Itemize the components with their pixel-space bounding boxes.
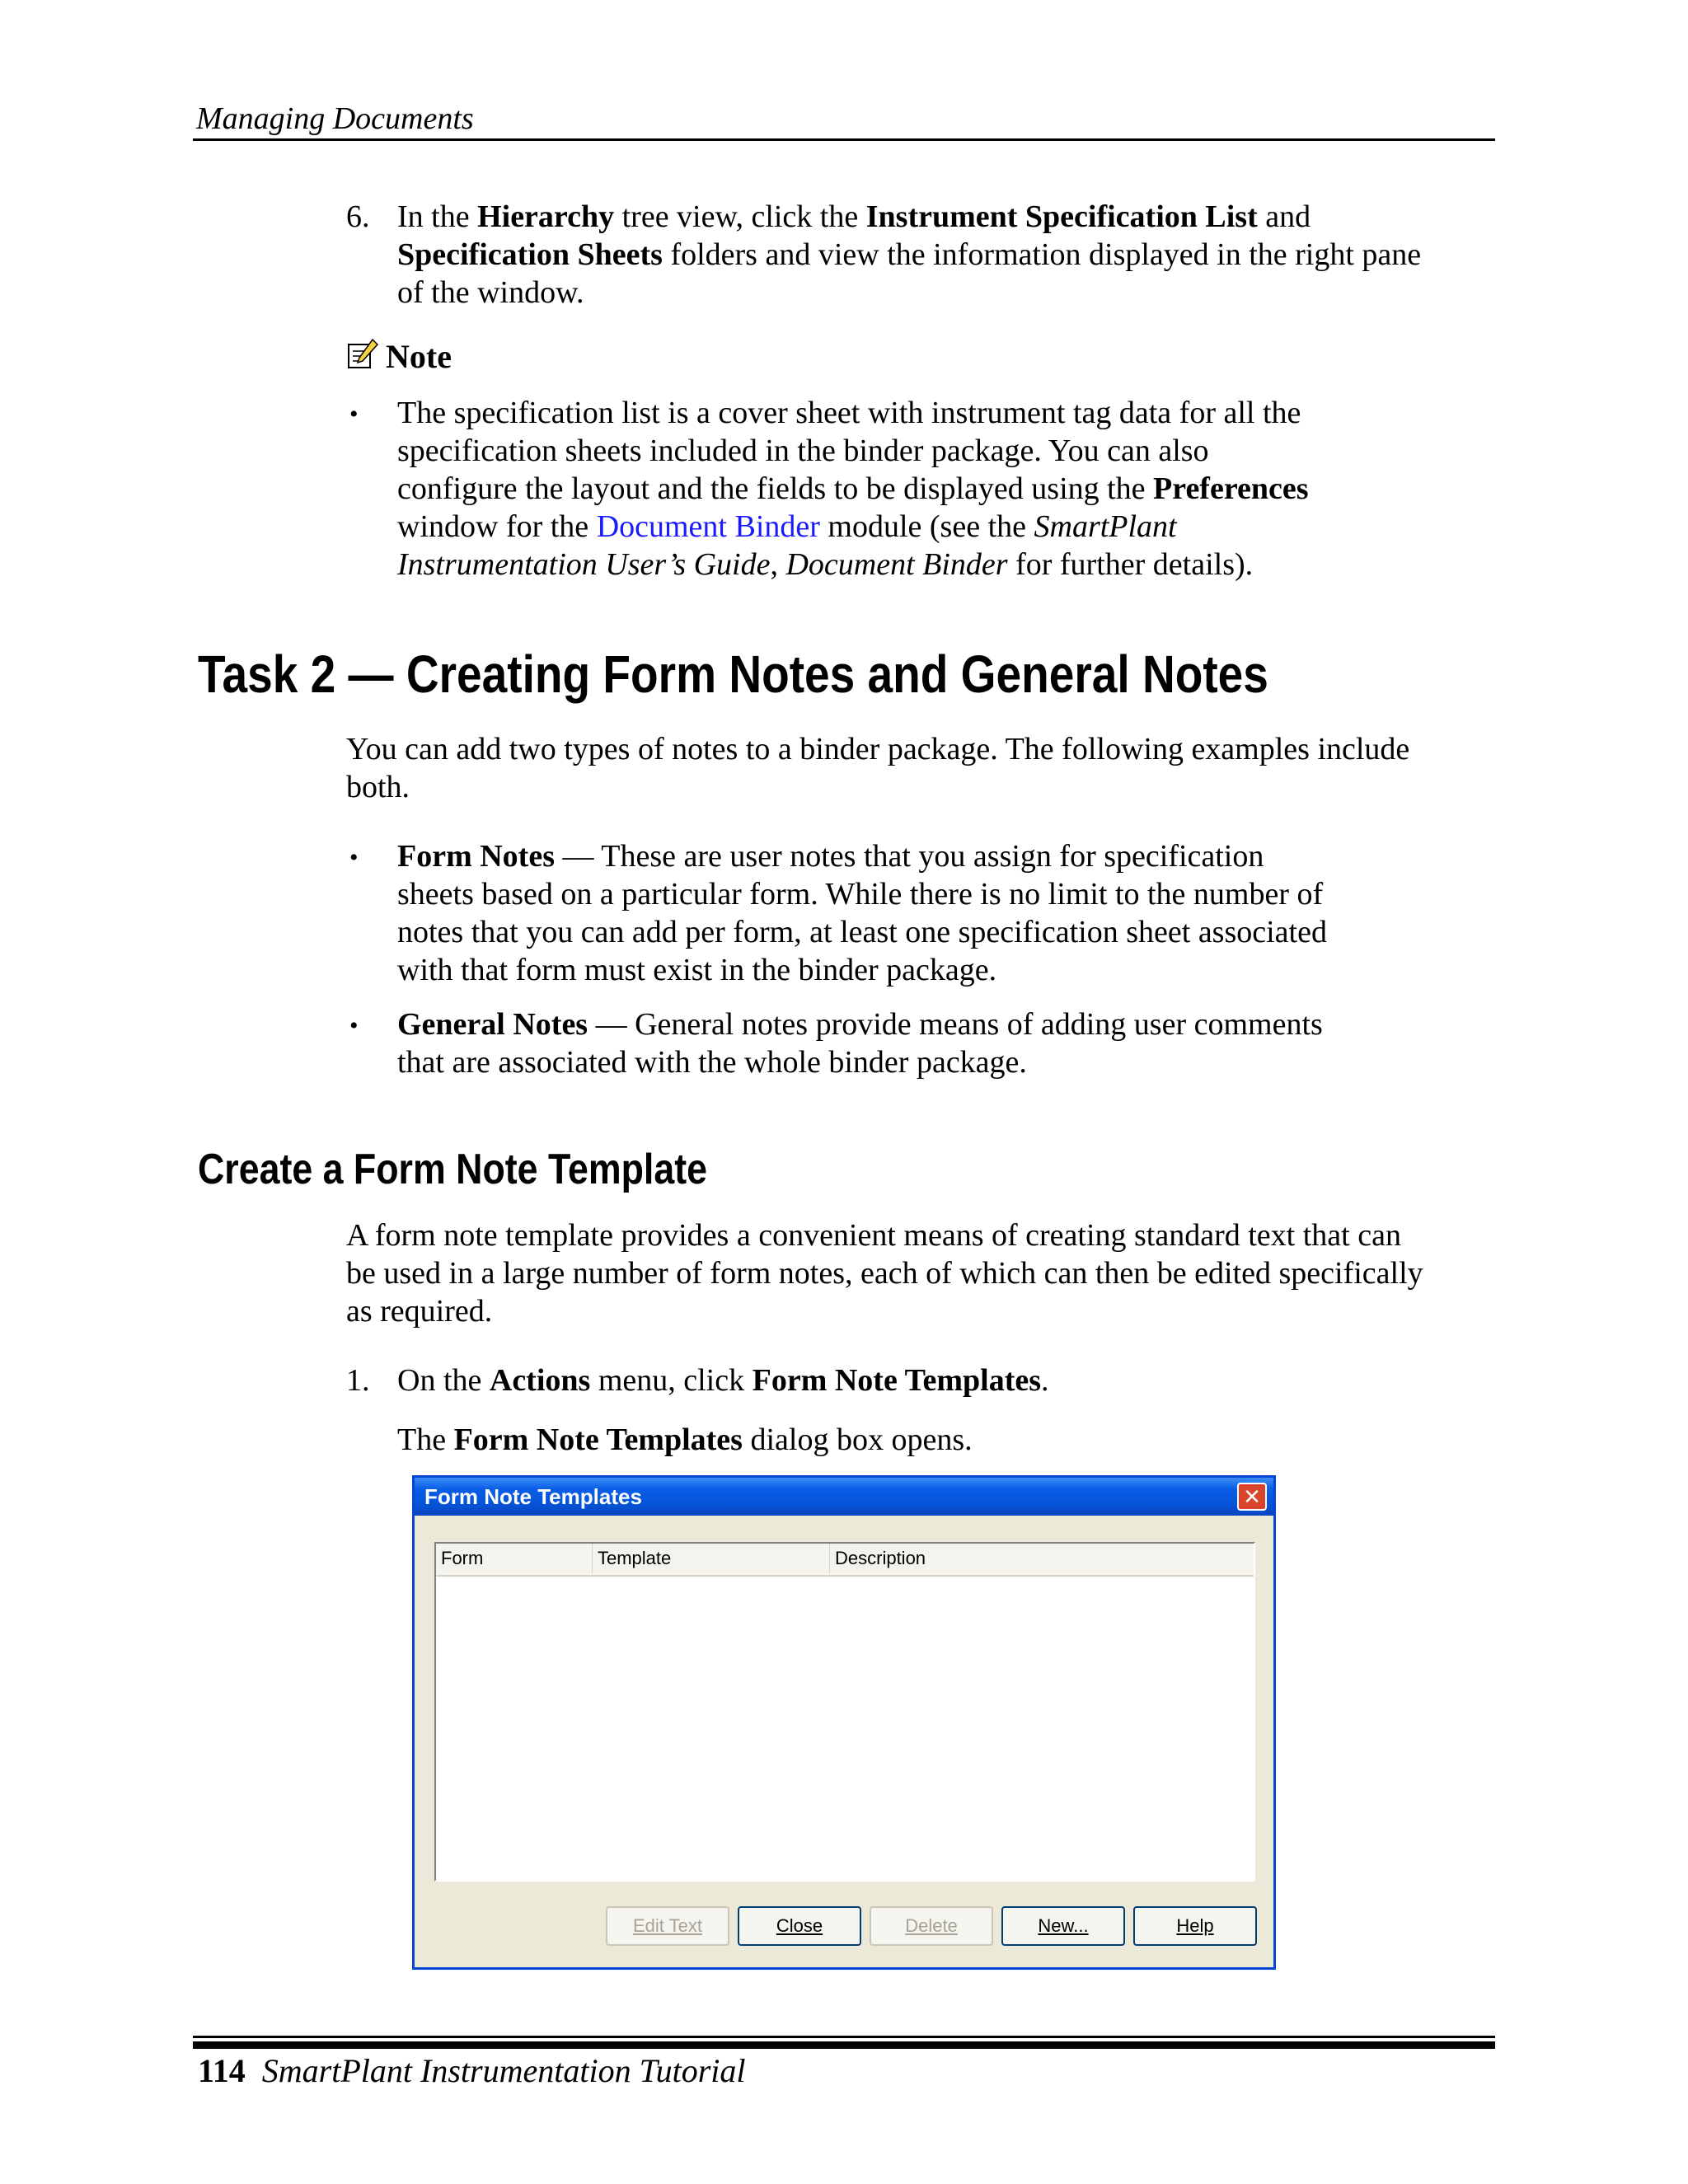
template-para-line-3: as required. xyxy=(346,1294,493,1329)
note-bullet: • xyxy=(349,401,359,428)
dialog-titlebar xyxy=(415,1478,1273,1516)
edit-text-button[interactable]: Edit Text xyxy=(606,1906,729,1946)
page-number: 114 xyxy=(198,2052,246,2089)
page-footer xyxy=(198,2050,746,2092)
templates-list[interactable] xyxy=(434,1542,1255,1882)
form-notes-line-1: Form Notes — These are user notes that you assign for specification xyxy=(397,839,1264,874)
note-label: Note xyxy=(386,338,452,375)
template-para-line-2: be used in a large number of form notes, each of which can then be edited specifically xyxy=(346,1256,1423,1291)
task-2-heading: Task 2 — Creating Form Notes and General Notes xyxy=(198,644,1268,704)
footer-rule-thin xyxy=(193,2036,1495,2038)
note-line-2: specification sheets included in the binder package. You can also xyxy=(397,434,1209,468)
form-note-templates-dialog xyxy=(412,1475,1276,1970)
running-header: Managing Documents xyxy=(196,101,474,136)
step-6-number: 6. xyxy=(346,199,370,234)
note-pencil-icon xyxy=(346,338,379,371)
task-2-intro-line-2: both. xyxy=(346,770,410,804)
dialog-close-icon[interactable]: ✕ xyxy=(1237,1483,1267,1511)
footer-rule-thick xyxy=(193,2041,1495,2049)
header-rule xyxy=(193,138,1495,141)
general-notes-line-1: General Notes — General notes provide means of adding user comments xyxy=(397,1007,1323,1042)
form-notes-bullet: • xyxy=(349,844,359,871)
note-line-3: configure the layout and the fields to be displayed using the Preferences xyxy=(397,471,1309,506)
note-line-5: Instrumentation User’s Guide, Document Binder for further details). xyxy=(397,547,1254,582)
note-line-4: window for the Document Binder module (see the SmartPlant xyxy=(397,509,1177,544)
document-binder-link[interactable]: Document Binder xyxy=(596,509,820,544)
delete-button[interactable]: Delete xyxy=(870,1906,993,1946)
help-button[interactable]: Help xyxy=(1133,1906,1257,1946)
dialog-title: Form Note Templates xyxy=(424,1484,642,1509)
new-button[interactable]: New... xyxy=(1001,1906,1125,1946)
step-6-line-3: of the window. xyxy=(397,275,584,310)
step-1-result: The Form Note Templates dialog box opens. xyxy=(397,1422,973,1457)
column-header-form[interactable]: Form xyxy=(436,1544,593,1573)
general-notes-bullet: • xyxy=(349,1012,359,1039)
step-1-text: On the Actions menu, click Form Note Templates. xyxy=(397,1363,1049,1398)
step-1-number: 1. xyxy=(346,1363,370,1398)
note-line-1: The specification list is a cover sheet with instrument tag data for all the xyxy=(397,396,1301,430)
close-button[interactable]: Close xyxy=(738,1906,861,1946)
step-6-line-2: Specification Sheets folders and view the information displayed in the right pane xyxy=(397,237,1422,272)
form-note-template-heading: Create a Form Note Template xyxy=(198,1146,707,1193)
form-notes-line-4: with that form must exist in the binder package. xyxy=(397,953,997,987)
templates-list-header xyxy=(436,1544,1254,1577)
footer-doc-title: SmartPlant Instrumentation Tutorial xyxy=(261,2052,746,2089)
column-header-description[interactable]: Description xyxy=(835,1548,926,1568)
general-notes-line-2: that are associated with the whole binder package. xyxy=(397,1045,1027,1080)
task-2-intro-line-1: You can add two types of notes to a binder package. The following examples include xyxy=(346,732,1410,766)
form-notes-line-3: notes that you can add per form, at least one specification sheet associated xyxy=(397,915,1327,949)
step-6-line-1: In the Hierarchy tree view, click the Instrument Specification List and xyxy=(397,199,1311,234)
form-notes-line-2: sheets based on a particular form. While there is no limit to the number of xyxy=(397,877,1324,912)
template-para-line-1: A form note template provides a convenient means of creating standard text that can xyxy=(346,1218,1401,1253)
column-header-template[interactable]: Template xyxy=(593,1544,830,1573)
